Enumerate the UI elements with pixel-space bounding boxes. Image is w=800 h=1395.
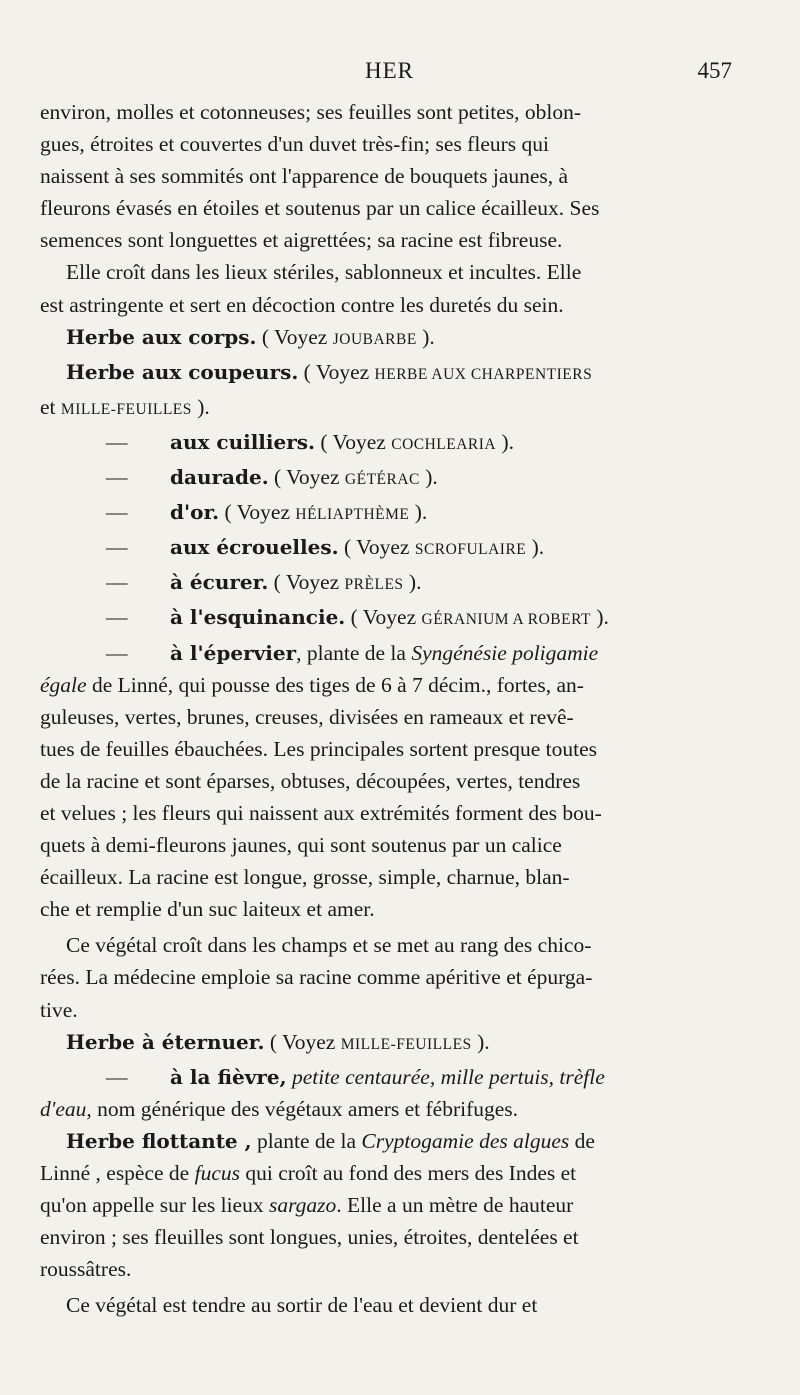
entry-headword: aux écrouelles. bbox=[170, 535, 339, 560]
entry-headword: Herbe aux corps. bbox=[66, 324, 257, 349]
entry-headword: à écurer. bbox=[170, 570, 269, 595]
ditto-dash: — bbox=[106, 429, 128, 454]
ditto-dash: — bbox=[106, 535, 128, 560]
ditto-dash: — bbox=[106, 570, 128, 595]
cross-reference: GÉTÉRAC bbox=[344, 471, 420, 489]
ditto-dash: — bbox=[106, 605, 128, 630]
text-line: semences sont longuettes et aigrettées; sa racine est fibreuse. bbox=[40, 228, 563, 253]
entry-headword: daurade. bbox=[170, 465, 269, 490]
genus-name: fucus bbox=[194, 1161, 240, 1185]
entry-headword: Herbe à éternuer. bbox=[66, 1029, 265, 1054]
text-line: quets à demi-fleurons jaunes, qui sont soutenus par un calice bbox=[40, 833, 562, 858]
text-line: qu'on appelle sur les lieux sargazo. Elle a un mètre de hauteur bbox=[40, 1193, 574, 1218]
text-line: écailleux. La racine est longue, grosse, simple, charnue, blan- bbox=[40, 865, 570, 890]
cross-reference: GÉRANIUM A ROBERT bbox=[421, 611, 591, 629]
entry-aux-ecrouelles: — aux écrouelles. ( Voyez SCROFULAIRE ). bbox=[40, 531, 738, 566]
entry-herbe-aux-coupeurs: Herbe aux coupeurs. ( Voyez HERBE AUX CHARPENTIERS bbox=[66, 359, 593, 384]
text-line: roussâtres. bbox=[40, 1257, 132, 1282]
page-number: 457 bbox=[697, 58, 732, 83]
entry-a-la-fievre bbox=[40, 1061, 738, 1125]
local-name: sargazo bbox=[268, 1193, 337, 1218]
paragraph-description bbox=[40, 96, 738, 256]
ditto-dash: — bbox=[106, 500, 128, 525]
running-head: HER bbox=[365, 58, 414, 83]
text-line: naissent à ses sommités ont l'apparence de bouquets jaunes, à bbox=[40, 164, 569, 189]
paragraph-habitat bbox=[40, 256, 738, 320]
body-text bbox=[40, 96, 738, 1321]
cross-reference: MILLE-FEUILLES bbox=[340, 1035, 472, 1053]
entry-headword: aux cuilliers. bbox=[170, 429, 315, 454]
cross-reference: JOUBARBE bbox=[332, 330, 417, 348]
page-header bbox=[40, 58, 732, 88]
text-line: environ, molles et cotonneuses; ses feuilles sont petites, oblon- bbox=[40, 100, 581, 124]
entry-headword: à l'épervier bbox=[170, 640, 297, 665]
entry-herbe-aux-corps: Herbe aux corps. ( Voyez JOUBARBE ). bbox=[66, 324, 435, 349]
text-line bbox=[40, 1061, 738, 1093]
ditto-dash: — bbox=[106, 640, 128, 665]
text-line: et MILLE-FEUILLES ). bbox=[40, 394, 210, 419]
text-line: environ ; ses fleuilles sont longues, unies, étroites, dentelées et bbox=[40, 1225, 579, 1250]
text-line: Ce végétal croît dans les champs et se met au rang des chico- bbox=[66, 933, 592, 958]
cross-reference: MILLE-FEUILLES bbox=[60, 400, 192, 418]
text-line: Elle croît dans les lieux stériles, sablonneux et incultes. Elle bbox=[66, 260, 582, 285]
text-line: fleurons évasés en étoiles et soutenus par un calice écailleux. Ses bbox=[40, 196, 600, 221]
text-line: guleuses, vertes, brunes, creuses, divisées en rameaux et revê- bbox=[40, 704, 574, 729]
text-line: — à l'épervier, plante de la Syngénésie poligamie bbox=[40, 637, 738, 669]
text-line: tive. bbox=[40, 997, 78, 1022]
text-line: égale de Linné, qui pousse des tiges de 6 à 7 décim., fortes, an- bbox=[40, 672, 584, 697]
entry-herbe-a-eternuer: Herbe à éternuer. ( Voyez MILLE-FEUILLES ). bbox=[66, 1029, 490, 1054]
entry-headword: à l'esquinancie. bbox=[170, 605, 346, 630]
paragraph-vegetal bbox=[40, 929, 738, 1025]
entry-headword: Herbe aux coupeurs. bbox=[66, 359, 299, 384]
text-line: et velues ; les fleurs qui naissent aux extrémités forment des bou- bbox=[40, 800, 602, 825]
text-line: gues, étroites et couvertes d'un duvet très-fin; ses fleurs qui bbox=[40, 132, 549, 157]
botanical-class: égale bbox=[40, 672, 87, 697]
ditto-dash: — bbox=[106, 1064, 128, 1089]
text-line: che et remplie d'un suc laiteux et amer. bbox=[40, 897, 375, 922]
paragraph-last bbox=[40, 1289, 738, 1321]
text-line: tues de feuilles ébauchées. Les principales sortent presque toutes bbox=[40, 736, 598, 761]
entry-headword: d'or. bbox=[170, 500, 220, 525]
text-line: Ce végétal est tendre au sortir de l'eau et devient dur et bbox=[66, 1293, 538, 1318]
entry-headword: à la fièvre, bbox=[170, 1064, 287, 1089]
entry-a-l-esquinancie: — à l'esquinancie. ( Voyez GÉRANIUM A ROBERT ). bbox=[40, 601, 738, 636]
text-line: est astringente et sert en décoction contre les duretés du sein. bbox=[40, 292, 564, 317]
entry-a-l-epervier bbox=[40, 637, 738, 926]
entry-headword: Herbe flottante , bbox=[66, 1128, 252, 1153]
cross-reference: HERBE AUX CHARPENTIERS bbox=[374, 365, 593, 383]
botanical-class: Cryptogamie des algues bbox=[361, 1128, 570, 1153]
cross-reference: PRÈLES bbox=[344, 576, 404, 594]
ditto-dash: — bbox=[106, 465, 128, 490]
entry-aux-cuilliers: — aux cuilliers. ( Voyez COCHLEARIA ). bbox=[40, 426, 738, 461]
cross-reference: HÉLIAPTHÈME bbox=[295, 506, 410, 524]
synonyms: petite centaurée, mille pertuis, trèfle bbox=[286, 1064, 605, 1089]
text-line: rées. La médecine emploie sa racine comme apéritive et épurga- bbox=[40, 965, 593, 990]
botanical-class: Syngénésie poligamie bbox=[411, 640, 599, 665]
text-line: Linné , espèce de fucus qui croît au fond des mers des Indes et bbox=[40, 1161, 577, 1185]
text-line: Herbe flottante , plante de la Cryptogamie des algues de bbox=[66, 1128, 595, 1153]
cross-reference: COCHLEARIA bbox=[391, 435, 497, 453]
synonyms: d'eau bbox=[40, 1096, 87, 1121]
entry-a-ecurer: — à écurer. ( Voyez PRÈLES ). bbox=[40, 566, 738, 601]
text-line: d'eau, nom générique des végétaux amers et fébrifuges. bbox=[40, 1096, 519, 1121]
text-line: de la racine et sont éparses, obtuses, découpées, vertes, tendres bbox=[40, 768, 581, 793]
entry-herbe-flottante bbox=[40, 1125, 738, 1285]
cross-reference: SCROFULAIRE bbox=[414, 541, 527, 559]
entry-daurade: — daurade. ( Voyez GÉTÉRAC ). bbox=[40, 461, 738, 496]
entry-d-or: — d'or. ( Voyez HÉLIAPTHÈME ). bbox=[40, 496, 738, 531]
